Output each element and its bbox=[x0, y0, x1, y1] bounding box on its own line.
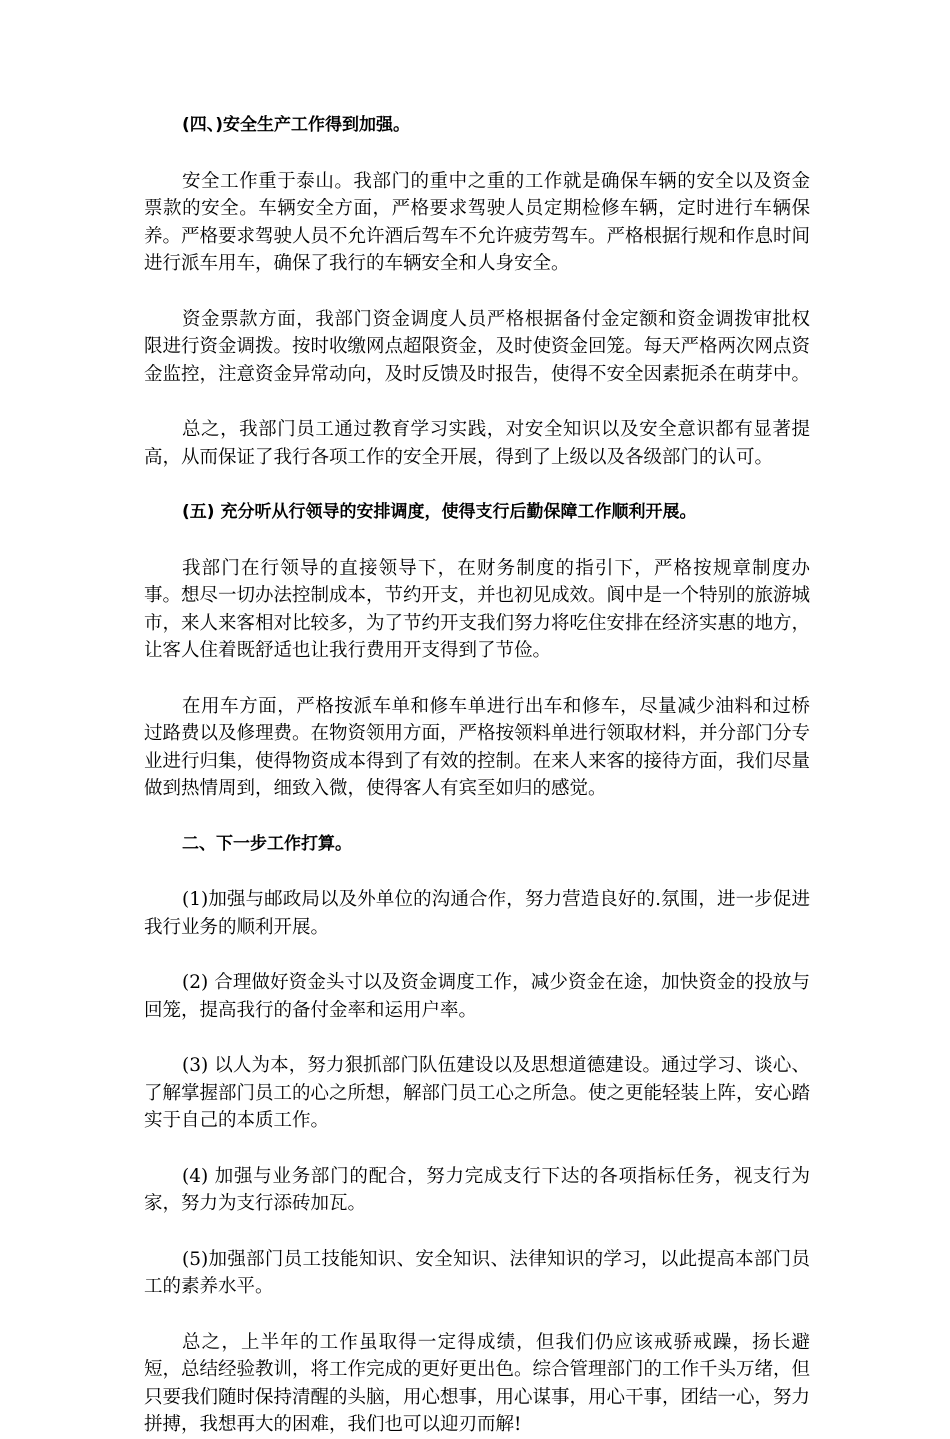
paragraph-conclusion: 总之，上半年的工作虽取得一定得成绩，但我们仍应该戒骄戒躁，扬长避短，总结经验教训，将工作完成的更好更出色。综合管理部门的工作千头万绪，但只要我们随时保持清醒的头脑，用心想事，用心谋事，用心干事，团结一心，努力拼搏，我想再大的困难，我们也可以迎刃而解! bbox=[144, 1331, 811, 1435]
paragraph-safety-intro: 安全工作重于泰山。我部门的重中之重的工作就是确保车辆的安全以及资金票款的安全。车辆安全方面，严格要求驾驶人员定期检修车辆，定时进行车辆保养。严格要求驾驶人员不允许酒后驾车不允许疲劳驾车。严格根据行规和作息时间进行派车用车，确保了我行的车辆安全和人身安全。 bbox=[144, 170, 811, 274]
paragraph-safety-summary: 总之，我部门员工通过教育学习实践，对安全知识以及安全意识都有显著提高，从而保证了我行各项工作的安全开展，得到了上级以及各级部门的认可。 bbox=[144, 419, 810, 468]
list-item-5: (5)加强部门员工技能知识、安全知识、法律知识的学习，以此提高本部门员工的素养水平。 bbox=[144, 1248, 810, 1297]
paragraph-cost-control: 我部门在行领导的直接领导下，在财务制度的指引下，严格按规章制度办事。想尽一切办法控制成本，节约开支，并也初见成效。阆中是一个特别的旅游城市，来人来客相对比较多，为了节约开支我们努力将吃住安排在经济实惠的地方，让客人住着既舒适也让我行费用开支得到了节俭。 bbox=[144, 557, 811, 661]
document-page bbox=[144, 112, 810, 1439]
section-heading-safety: (四、)安全生产工作得到加强。 bbox=[182, 115, 411, 135]
list-item-1: (1)加强与邮政局以及外单位的沟通合作，努力营造良好的.氛围，进一步促进我行业务的顺利开展。 bbox=[144, 889, 810, 938]
paragraph-funds-safety: 资金票款方面，我部门资金调度人员严格根据备付金定额和资金调拨审批权限进行资金调拨。按时收缴网点超限资金，及时使资金回笼。每天严格两次网点资金监控，注意资金异常动向，及时反馈及时报告，使得不安全因素扼杀在萌芽中。 bbox=[144, 308, 811, 385]
paragraph-vehicle-materials: 在用车方面，严格按派车单和修车单进行出车和修车，尽量减少油料和过桥过路费以及修理费。在物资领用方面，严格按领料单进行领取材料，并分部门分专业进行归集，使得物资成本得到了有效的控制。在来人来客的接待方面，我们尽量做到热情周到，细致入微，使得客人有宾至如归的感觉。 bbox=[144, 695, 811, 799]
list-item-2: (2) 合理做好资金头寸以及资金调度工作，减少资金在途，加快资金的投放与回笼，提高我行的备付金率和运用户率。 bbox=[144, 972, 810, 1021]
section-heading-next-steps: 二、下一步工作打算。 bbox=[182, 833, 352, 854]
section-heading-logistics: (五) 充分听从行领导的安排调度，使得支行后勤保障工作顺利开展。 bbox=[182, 502, 697, 522]
list-item-4: (4) 加强与业务部门的配合，努力完成支行下达的各项指标任务，视支行为家，努力为支行添砖加瓦。 bbox=[144, 1165, 810, 1214]
list-item-3: (3) 以人为本，努力狠抓部门队伍建设以及思想道德建设。通过学习、谈心、了解掌握部门员工的心之所想，解部门员工心之所急。使之更能轻装上阵，安心踏实于自己的本质工作。 bbox=[144, 1055, 811, 1131]
